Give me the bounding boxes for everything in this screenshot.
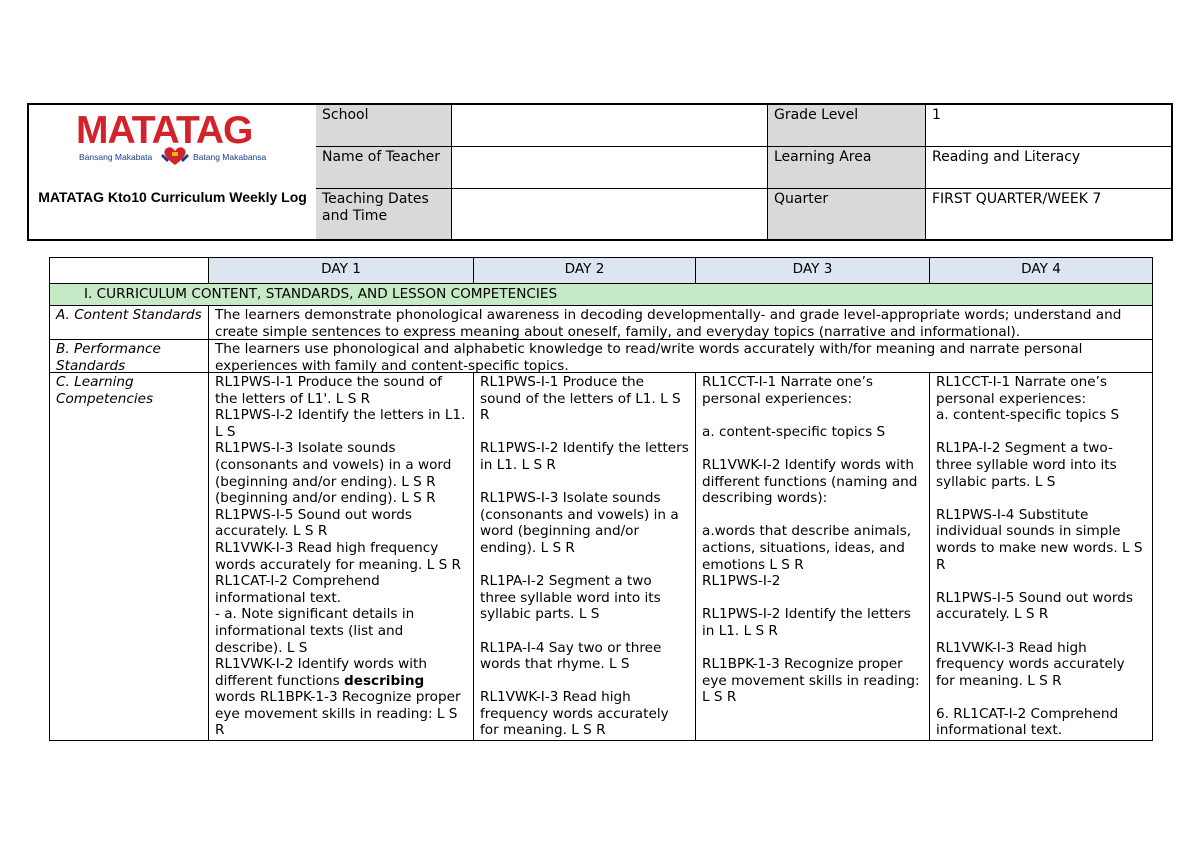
teacher-field[interactable] — [452, 147, 768, 189]
corner-cell — [50, 258, 209, 284]
school-label: School — [316, 105, 452, 147]
quarter-label: Quarter — [768, 189, 926, 239]
log-title: MATATAG Kto10 Curriculum Weekly Log — [38, 189, 307, 205]
matatag-logo: MATATAG — [76, 109, 253, 152]
teacher-label: Name of Teacher — [316, 147, 452, 189]
day-1-competencies — [209, 373, 474, 740]
dates-label: Teaching Dates and Time — [316, 189, 452, 239]
learning-competencies-label: C. Learning Competencies — [50, 373, 209, 740]
day-3-competencies: RL1CCT-I-1 Narrate one’s personal experiences: a. content-specific topics S RL1VWK-I-2 Identify words with different functions (naming and describing words): a.words that describe animals, actions, situations, ideas, and emotions L S R RL1PWS-I-2 RL1PWS-I-2 Identify the letters in L1. L S R RL1BPK-1-3 Recognize proper eye movement skills in reading: L S R — [696, 373, 930, 740]
day-2-competencies: RL1PWS-I-1 Produce the sound of the letters of L1. L S R RL1PWS-I-2 Identify the letters in L1. L S R RL1PWS-I-3 Isolate sounds (consonants and vowels) in a word (beginning and/or ending). L S R RL1PA-I-2 Segment a two three syllable word into its syllabic parts. L S RL1PA-I-4 Say two or three words that rhyme. L S RL1VWK-I-3 Read high frequency words accurately for meaning. L S R — [474, 373, 696, 740]
day-3-header: DAY 3 — [696, 258, 930, 284]
hands-heart-icon — [160, 145, 190, 167]
logo-cell — [29, 105, 317, 239]
day-1-header: DAY 1 — [209, 258, 474, 284]
day-2-header: DAY 2 — [474, 258, 696, 284]
quarter-value[interactable]: FIRST QUARTER/WEEK 7 — [932, 191, 1102, 207]
day-1-bold-word: describing — [344, 672, 425, 689]
learning-area-label: Learning Area — [768, 147, 926, 189]
day-1-text-a: RL1PWS-I-1 Produce the sound of the letters of L1'. L S R RL1PWS-I-2 Identify the letters in L1. L S RL1PWS-I-3 Isolate sounds (consonants and vowels) in a word (beginning and/or ending). L S R (beginning and/or ending). L S R RL1PWS-I-5 Sound out words accurately. L S R RL1VWK-I-3 Read high frequency words accurately for meaning. L S R RL1CAT-I-2 Comprehend informational text. - a. Note significant details in informational texts (list and describe). L S RL1VWK-I-2 Identify words with different functions — [215, 374, 466, 689]
grade-level-value[interactable]: 1 — [926, 105, 1171, 147]
dates-field[interactable] — [452, 189, 768, 239]
day-4-header: DAY 4 — [930, 258, 1152, 284]
performance-standards-label: B. Performance Standards — [50, 340, 209, 373]
content-standards-label: A. Content Standards — [50, 306, 209, 340]
content-standards-text: The learners demonstrate phonological awareness in decoding developmentally- and grade level-appropriate words; understand and create simple sentences to express meaning about oneself, family, and everyday topics (narrative and informational). — [209, 306, 1152, 340]
weekly-log-table — [49, 257, 1153, 741]
performance-standards-text: The learners use phonological and alphabetic knowledge to read/write words accurately with/for meaning and narrate personal experiences with family and content-specific topics. — [209, 340, 1152, 373]
day-4-competencies: RL1CCT-I-1 Narrate one’s personal experiences: a. content-specific topics S RL1PA-I-2 Segment a two-three syllable word into its syllabic parts. L S RL1PWS-I-4 Substitute individual sounds in simple words to make new words. L S R RL1PWS-I-5 Sound out words accurately. L S R RL1VWK-I-3 Read high frequency words accurately for meaning. L S R 6. RL1CAT-I-2 Comprehend informational text. — [936, 374, 1143, 739]
logo-tagline-left: Bansang Makabata — [79, 152, 153, 162]
learning-area-value[interactable]: Reading and Literacy — [926, 147, 1171, 189]
logo-tagline-right: Batang Makabansa — [193, 152, 267, 162]
header-table — [27, 103, 1173, 241]
day-1-text-b: words RL1BPK-1-3 Recognize proper eye movement skills in reading: L S R — [215, 689, 461, 739]
school-field[interactable] — [452, 105, 768, 147]
section-title: I. CURRICULUM CONTENT, STANDARDS, AND LESSON COMPETENCIES — [50, 284, 1152, 306]
grade-level-label: Grade Level — [768, 105, 926, 147]
